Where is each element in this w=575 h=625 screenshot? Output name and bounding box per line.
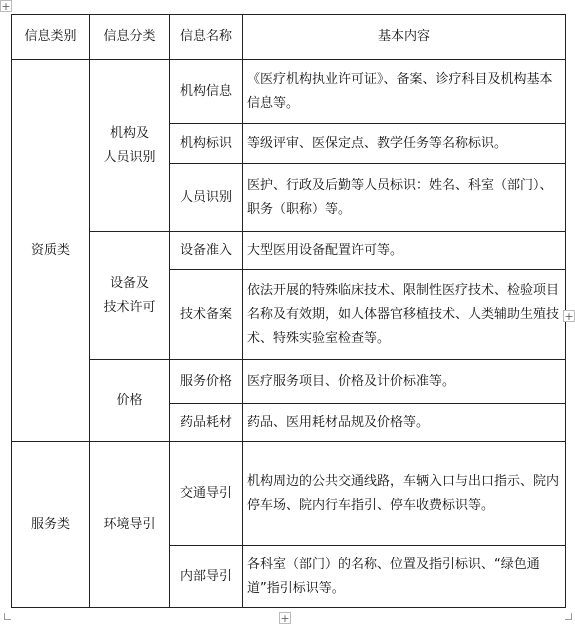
content-cell: 医护、行政及后勤等人员标识：姓名、科室（部门）、职务（职称）等。 [243,164,566,232]
header-content: 基本内容 [243,15,566,60]
name-cell: 内部导引 [170,546,243,608]
name-cell: 药品耗材 [170,404,243,442]
content-cell: 依法开展的特殊临床技术、限制性医疗技术、检验项目名称及有效期，如人体器官移植技术、人类辅助生殖技术、特殊实验室检查等。 [243,270,566,360]
content-cell: 《医疗机构执业许可证》、备案、诊疗科目及机构基本信息等。 [243,60,566,124]
content-cell: 大型医用设备配置许可等。 [243,232,566,270]
name-cell: 技术备案 [170,270,243,360]
classification-equipment-tech: 设备及 技术许可 [90,232,170,360]
content-cell: 各科室（部门）的名称、位置及指引标识、“绿色通道”指引标识等。 [243,546,566,608]
crop-mark-bottom-right-icon [565,613,572,620]
crop-mark-bottom-left-icon [4,613,11,620]
category-service: 服务类 [12,442,90,608]
header-category: 信息类别 [12,15,90,60]
category-qualification: 资质类 [12,60,90,442]
name-cell: 机构标识 [170,124,243,164]
table-row [12,360,566,404]
add-row-handle-icon[interactable]: + [280,612,290,625]
header-classification: 信息分类 [90,15,170,60]
name-cell: 人员识别 [170,164,243,232]
classification-price: 价格 [90,360,170,442]
insert-row-handle-icon[interactable]: + [564,310,574,323]
header-name: 信息名称 [170,15,243,60]
name-cell: 机构信息 [170,60,243,124]
content-cell: 机构周边的公共交通线路，车辆入口与出口指示、院内停车场、院内行车指引、停车收费标识等。 [243,442,566,546]
table-header-row [12,15,566,60]
content-cell: 药品、医用耗材品规及价格等。 [243,404,566,442]
name-cell: 设备准入 [170,232,243,270]
content-cell: 等级评审、医保定点、教学任务等名称标识。 [243,124,566,164]
table-row [12,60,566,124]
classification-environment: 环境导引 [90,442,170,608]
classification-org-identity: 机构及 人员识别 [90,60,170,232]
name-cell: 服务价格 [170,360,243,404]
name-cell: 交通导引 [170,442,243,546]
content-cell: 医疗服务项目、价格及计价标准等。 [243,360,566,404]
table-row [12,232,566,270]
table-move-handle-icon[interactable]: + [1,0,11,13]
info-table [11,14,566,608]
table-row [12,442,566,546]
